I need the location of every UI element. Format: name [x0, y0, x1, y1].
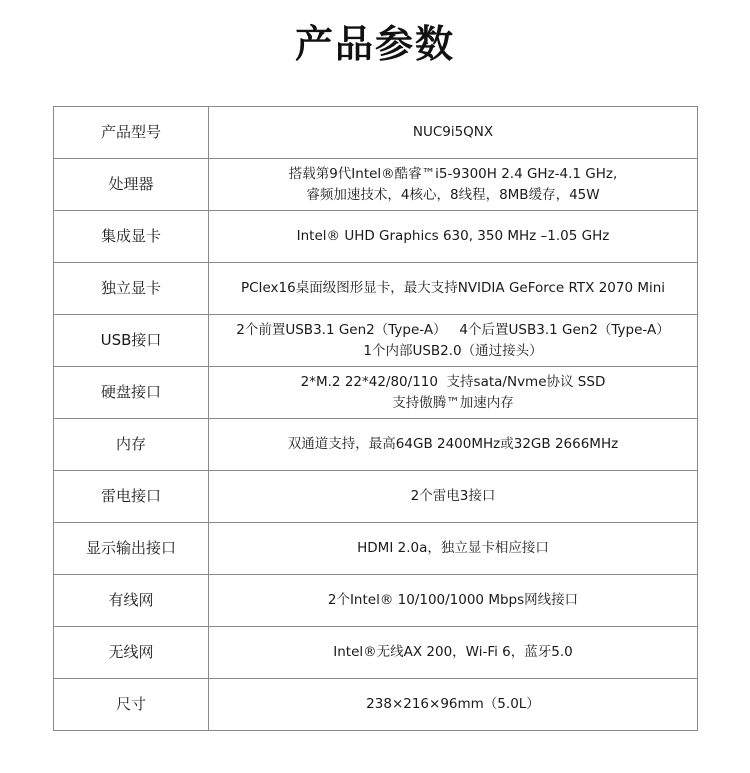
row-label: 雷电接口 — [54, 471, 209, 523]
row-value — [209, 679, 698, 731]
row-label: 尺寸 — [54, 679, 209, 731]
row-label: USB接口 — [54, 315, 209, 367]
table-row — [54, 107, 698, 159]
row-value — [209, 523, 698, 575]
row-value-line: Intel®无线AX 200，Wi-Fi 6，蓝牙5.0 — [333, 644, 573, 660]
row-value — [209, 107, 698, 159]
row-label: 内存 — [54, 419, 209, 471]
table-row — [54, 471, 698, 523]
row-label: 硬盘接口 — [54, 367, 209, 419]
table-row — [54, 263, 698, 315]
row-value-line: 支持傲腾™加速内存 — [392, 394, 514, 411]
row-value-line: 搭载第9代Intel®酷睿™i5-9300H 2.4 GHz-4.1 GHz, — [288, 165, 618, 182]
page-title: 产品参数 — [294, 22, 455, 66]
spec-table — [53, 106, 698, 731]
row-value — [209, 419, 698, 471]
row-label: 有线网 — [54, 575, 209, 627]
table-row — [54, 627, 698, 679]
row-value — [209, 471, 698, 523]
row-value — [209, 627, 698, 679]
row-value-line: 双通道支持，最高64GB 2400MHz或32GB 2666MHz — [287, 436, 619, 452]
row-value — [209, 211, 698, 263]
table-row — [54, 159, 698, 211]
row-label: 产品型号 — [54, 107, 209, 159]
row-value-line: HDMI 2.0a，独立显卡相应接口 — [357, 540, 549, 556]
row-value-line: 2*M.2 22*42/80/110 支持sata/Nvme协议 SSD — [300, 373, 606, 390]
row-label: 处理器 — [54, 159, 209, 211]
table-row — [54, 523, 698, 575]
row-label: 集成显卡 — [54, 211, 209, 263]
table-row — [54, 211, 698, 263]
row-value — [209, 263, 698, 315]
row-value — [209, 315, 698, 367]
row-value-line: 2个Intel® 10/100/1000 Mbps网线接口 — [327, 592, 579, 608]
row-value-line: 2个雷电3接口 — [410, 488, 496, 504]
row-value — [209, 367, 698, 419]
table-row — [54, 679, 698, 731]
table-row — [54, 419, 698, 471]
row-value-line: 2个前置USB3.1 Gen2（Type-A） 4个后置USB3.1 Gen2（Type-A） — [236, 321, 670, 338]
table-row — [54, 315, 698, 367]
table-row — [54, 575, 698, 627]
row-value-line: 238×216×96mm（5.0L） — [366, 696, 540, 712]
row-label: 无线网 — [54, 627, 209, 679]
row-value — [209, 159, 698, 211]
row-value-line: 睿频加速技术，4核心，8线程，8MB缓存，45W — [306, 186, 600, 203]
row-value-line: PCIex16桌面级图形显卡，最大支持NVIDIA GeForce RTX 2070 Mini — [240, 280, 666, 296]
row-value-line: NUC9i5QNX — [412, 124, 494, 140]
row-value-line: 1个内部USB2.0（通过接头） — [363, 342, 543, 359]
row-value-line: Intel® UHD Graphics 630, 350 MHz –1.05 GHz — [296, 228, 610, 244]
row-label: 独立显卡 — [54, 263, 209, 315]
row-value — [209, 575, 698, 627]
table-row — [54, 367, 698, 419]
row-label: 显示输出接口 — [54, 523, 209, 575]
